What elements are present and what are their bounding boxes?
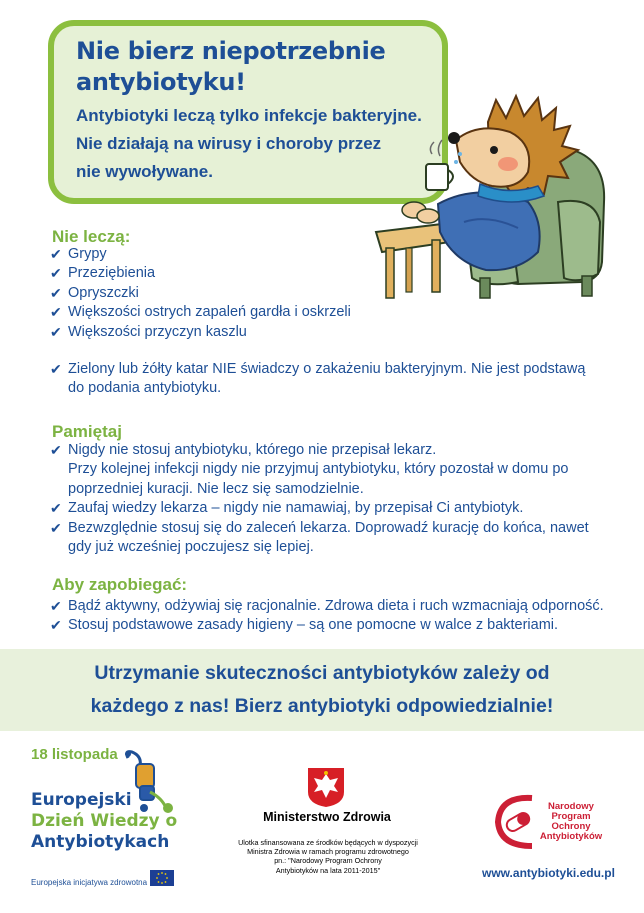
npoa-logo-text: Narodowy Program Ochrony Antybiotyków <box>539 801 603 842</box>
checkmark-icon: ✔ <box>50 598 62 614</box>
zapobiegac-list <box>50 597 604 636</box>
pamietaj-list <box>50 441 589 557</box>
checkmark-icon: ✔ <box>50 284 62 301</box>
list-item: ✔ Większości przyczyn kaszlu <box>50 323 351 342</box>
nie-lecza-heading: Nie leczą: <box>52 227 131 246</box>
site-url-link[interactable]: www.antybiotyki.edu.pl <box>482 866 615 880</box>
eu-initiative-label: Europejska inicjatywa zdrowotna <box>31 878 148 887</box>
sick-hedgehog-armchair-illustration <box>368 92 616 306</box>
checkmark-icon: ✔ <box>50 265 62 282</box>
ministry-name: Ministerstwo Zdrowia <box>263 810 391 824</box>
katar-note <box>50 360 585 399</box>
list-item: ✔ Grypy <box>50 245 351 264</box>
date-label: 18 listopada <box>31 746 118 763</box>
eu-flag-icon <box>150 870 174 886</box>
checkmark-icon: ✔ <box>50 246 62 262</box>
checkmark-icon: ✔ <box>50 323 62 340</box>
list-item: ✔ Opryszczki <box>50 284 351 303</box>
ednwa-line3: Antybiotykach <box>31 832 170 852</box>
list-item: ✔ Stosuj podstawowe zasady higieny – są one pomocne w walce z bakteriami. <box>50 616 604 635</box>
zapobiegac-heading: Aby zapobiegać: <box>52 575 188 594</box>
checkmark-icon: ✔ <box>50 361 62 377</box>
list-item: ✔ Bezwzględnie stosuj się do zaleceń lekarza. Doprowadź kurację do końca, nawet gdy już wcześniej poczujesz się lepiej. <box>50 519 589 556</box>
headline-subtitle-line3: nie wywoływane. <box>76 162 213 181</box>
checkmark-icon: ✔ <box>50 442 62 458</box>
checkmark-icon: ✔ <box>50 519 62 536</box>
banner-line2: każdego z nas! Bierz antybiotyki odpowiedzialnie! <box>90 695 554 717</box>
headline-title-line1: Nie bierz niepotrzebnie <box>76 37 386 65</box>
list-item: ✔ Bądź aktywny, odżywiaj się racjonalnie. Zdrowa dieta i ruch wzmacniają odporność. <box>50 597 604 616</box>
headline-title-line2: antybiotyku! <box>76 68 246 96</box>
checkmark-icon: ✔ <box>50 617 62 634</box>
pamietaj-heading: Pamiętaj <box>52 422 122 441</box>
list-item: ✔ Nigdy nie stosuj antybiotyku, którego nie przepisał lekarz. Przy kolejnej infekcji nigdy nie przyjmuj antybiotyku, który pozostał w domu po poprzedniej kuracji. Nie lecz się samodzielnie. <box>50 442 569 497</box>
banner-line1: Utrzymanie skuteczności antybiotyków zależy od <box>94 662 550 684</box>
headline-subtitle-line1: Antybiotyki leczą tylko infekcje bakteryjne. <box>76 106 422 125</box>
checkmark-icon: ✔ <box>50 500 62 517</box>
ednwa-line1: Europejski <box>31 790 132 810</box>
ednwa-line2: Dzień Wiedzy o <box>31 811 178 831</box>
headline-subtitle-line2: Nie działają na wirusy i choroby przez <box>76 134 382 153</box>
ednwa-logo-text <box>31 790 177 853</box>
nie-lecza-list <box>50 245 351 342</box>
list-item: ✔ Zielony lub żółty katar NIE świadczy o zakażeniu bakteryjnym. Nie jest podstawą do podania antybiotyku. <box>50 361 586 397</box>
checkmark-icon: ✔ <box>50 304 62 321</box>
list-item: ✔ Przeziębienia <box>50 264 351 283</box>
responsibility-banner <box>0 649 644 731</box>
list-item: ✔ Zaufaj wiedzy lekarza – nigdy nie namawiaj, by przepisał Ci antybiotyk. <box>50 499 589 518</box>
list-item: ✔ Większości ostrych zapaleń gardła i oskrzeli <box>50 303 351 322</box>
funding-note: Ulotka sfinansowana ze środków będących w dyspozycji Ministra Zdrowia w ramach programu zdrowotnego pn.: "Narodowy Program Ochrony Antybiotyków na lata 2011-2015" <box>238 838 418 875</box>
polish-eagle-emblem-icon <box>306 766 346 808</box>
